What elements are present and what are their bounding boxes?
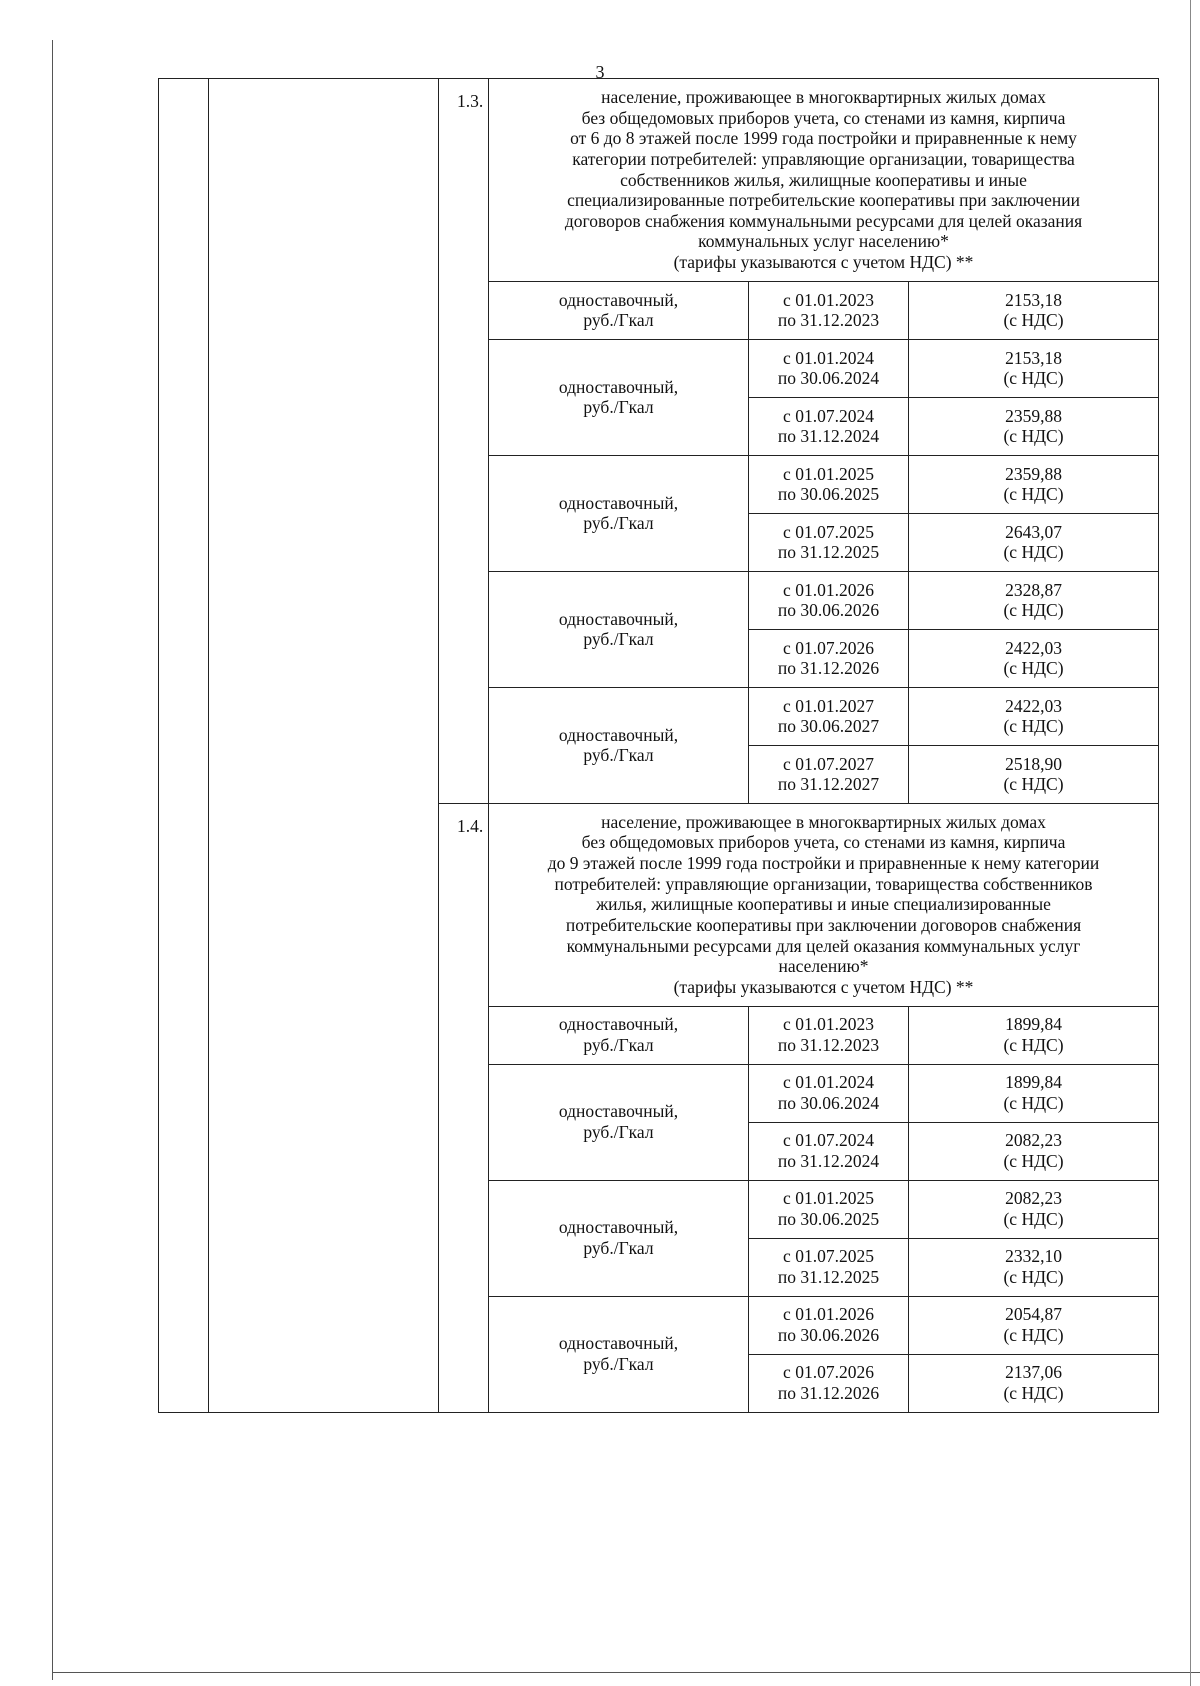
section-description: [489, 803, 1159, 1006]
tariff-value-cell: [909, 397, 1159, 455]
period-cell: [749, 455, 909, 513]
tariff-value-cell: [909, 745, 1159, 803]
rate-type-line: руб./Гкал: [583, 513, 654, 534]
period-line: по 30.06.2026: [777, 1325, 880, 1346]
description-line: жилья, жилищные кооперативы и иные специализированные: [596, 894, 1051, 915]
rate-type-line: руб./Гкал: [583, 1354, 654, 1375]
description-line: договоров снабжения коммунальными ресурсами для целей оказания: [564, 210, 1083, 231]
period-cell: [749, 629, 909, 687]
tariff-value-line: (с НДС): [1003, 1383, 1064, 1404]
tariff-value-cell: [909, 629, 1159, 687]
tariff-value-line: 1899,84: [1005, 1014, 1062, 1035]
description-line: население, проживающее в многоквартирных жилых домах: [601, 87, 1046, 107]
tariff-value-line: 2359,88: [1005, 463, 1062, 484]
tariff-value-line: 2518,90: [1005, 753, 1062, 774]
tariff-value-line: 2054,87: [1005, 1304, 1062, 1325]
period-line: по 31.12.2027: [777, 774, 880, 795]
rate-type-line: одноставочный,: [558, 289, 679, 310]
rate-type-line: одноставочный,: [558, 724, 679, 745]
period-line: по 31.12.2026: [777, 1383, 880, 1404]
tariff-value-line: (с НДС): [1003, 1325, 1064, 1346]
tariff-value-line: (с НДС): [1003, 542, 1064, 563]
description-line: потребительские кооперативы при заключении договоров снабжения: [565, 914, 1082, 935]
page-left-edge-line: [52, 40, 53, 1680]
period-line: с 01.07.2026: [783, 637, 874, 658]
rate-type-line: руб./Гкал: [583, 745, 654, 766]
tariff-value-line: (с НДС): [1003, 1093, 1064, 1114]
period-line: с 01.07.2026: [783, 1362, 874, 1383]
tariff-value-line: 2643,07: [1005, 521, 1062, 542]
page-number: 3: [595, 62, 605, 82]
rate-type-line: руб./Гкал: [583, 397, 654, 418]
rate-type-line: руб./Гкал: [583, 1122, 654, 1143]
rate-type-line: одноставочный,: [558, 1333, 679, 1354]
period-line: по 31.12.2025: [777, 542, 880, 563]
blank-column-a: [159, 79, 209, 1413]
period-line: с 01.01.2023: [783, 289, 874, 310]
blank-column-b: [209, 79, 439, 1413]
tariff-value-cell: [909, 571, 1159, 629]
period-line: с 01.01.2023: [783, 1014, 874, 1035]
page-right-edge-line: [1190, 0, 1191, 1686]
period-line: по 31.12.2024: [777, 426, 880, 447]
period-line: с 01.07.2024: [783, 1130, 874, 1151]
tariff-value-cell: [909, 1354, 1159, 1412]
rate-type-cell: [489, 571, 749, 687]
tariff-value-line: (с НДС): [1003, 774, 1064, 795]
tariff-value-line: 2422,03: [1005, 695, 1062, 716]
rate-type-cell: [489, 1296, 749, 1412]
tariff-value-line: 2153,18: [1005, 347, 1062, 368]
tariff-value-line: (с НДС): [1003, 1035, 1064, 1056]
rate-type-cell: [489, 1006, 749, 1064]
description-line: населению*: [778, 956, 869, 977]
tariff-value-cell: [909, 1064, 1159, 1122]
description-line: до 9 этажей после 1999 года постройки и приравненные к нему категории: [547, 853, 1100, 874]
description-line: коммунальными ресурсами для целей оказания коммунальных услуг: [566, 935, 1081, 956]
tariff-value-cell: [909, 1296, 1159, 1354]
section-description: [489, 79, 1159, 282]
period-line: по 30.06.2024: [777, 368, 880, 389]
tariff-value-line: (с НДС): [1003, 600, 1064, 621]
period-cell: [749, 1006, 909, 1064]
period-cell: [749, 1122, 909, 1180]
description-line: (тарифы указываются с учетом НДС) **: [673, 252, 974, 273]
rate-type-line: одноставочный,: [558, 608, 679, 629]
tariff-value-cell: [909, 339, 1159, 397]
tariff-value-cell: [909, 281, 1159, 339]
period-cell: [749, 339, 909, 397]
rate-type-line: руб./Гкал: [583, 629, 654, 650]
period-line: по 31.12.2023: [777, 310, 880, 331]
period-line: по 30.06.2025: [777, 484, 880, 505]
rate-type-line: одноставочный,: [558, 1217, 679, 1238]
period-line: с 01.07.2027: [783, 753, 874, 774]
period-line: по 30.06.2026: [777, 600, 880, 621]
tariff-value-cell: [909, 1238, 1159, 1296]
tariff-value-line: 2082,23: [1005, 1130, 1062, 1151]
period-cell: [749, 281, 909, 339]
description-line: население, проживающее в многоквартирных жилых домах: [601, 811, 1046, 832]
description-line: категории потребителей: управляющие организации, товарищества: [572, 148, 1075, 169]
description-line: без общедомовых приборов учета, со стенами из камня, кирпича: [581, 832, 1066, 853]
period-line: с 01.01.2025: [783, 1188, 874, 1209]
tariff-value-line: 2153,18: [1005, 289, 1062, 310]
description-line: собственников жилья, жилищные кооперативы и иные: [620, 169, 1027, 190]
tariff-value-line: 1899,84: [1005, 1072, 1062, 1093]
tariff-value-line: (с НДС): [1003, 1151, 1064, 1172]
tariff-value-line: (с НДС): [1003, 658, 1064, 679]
period-line: с 01.01.2026: [783, 1304, 874, 1325]
tariff-value-line: 2328,87: [1005, 579, 1062, 600]
rate-type-line: одноставочный,: [558, 1014, 679, 1035]
tariff-value-line: 2422,03: [1005, 637, 1062, 658]
period-line: по 30.06.2027: [777, 716, 880, 737]
rate-type-line: руб./Гкал: [583, 1238, 654, 1259]
period-cell: [749, 397, 909, 455]
description-line: коммунальных услуг населению*: [698, 231, 949, 252]
tariff-value-line: (с НДС): [1003, 310, 1064, 331]
tariff-value-line: (с НДС): [1003, 1267, 1064, 1288]
tariff-value-cell: [909, 1122, 1159, 1180]
tariff-value-line: (с НДС): [1003, 716, 1064, 737]
period-line: с 01.07.2025: [783, 521, 874, 542]
period-line: по 31.12.2025: [777, 1267, 880, 1288]
tariff-value-line: (с НДС): [1003, 368, 1064, 389]
description-line: без общедомовых приборов учета, со стенами из камня, кирпича: [581, 107, 1066, 128]
rate-type-line: руб./Гкал: [583, 310, 654, 331]
description-line: потребителей: управляющие организации, товарищества собственников: [554, 873, 1093, 894]
period-cell: [749, 687, 909, 745]
period-line: по 31.12.2024: [777, 1151, 880, 1172]
section-number: 1.3.: [439, 79, 489, 804]
rate-type-cell: [489, 1064, 749, 1180]
period-line: с 01.01.2025: [783, 463, 874, 484]
tariff-table: [158, 78, 1159, 1413]
period-line: по 31.12.2026: [777, 658, 880, 679]
tariff-value-line: (с НДС): [1003, 1209, 1064, 1230]
tariff-value-line: (с НДС): [1003, 426, 1064, 447]
period-line: с 01.01.2024: [783, 1072, 874, 1093]
tariff-value-line: 2359,88: [1005, 405, 1062, 426]
rate-type-cell: [489, 281, 749, 339]
tariff-value-cell: [909, 1180, 1159, 1238]
tariff-value-cell: [909, 455, 1159, 513]
period-line: с 01.01.2026: [783, 579, 874, 600]
period-line: с 01.01.2027: [783, 695, 874, 716]
period-line: с 01.07.2025: [783, 1246, 874, 1267]
period-cell: [749, 1238, 909, 1296]
period-cell: [749, 1296, 909, 1354]
period-line: с 01.07.2024: [783, 405, 874, 426]
tariff-value-cell: [909, 513, 1159, 571]
rate-type-cell: [489, 1180, 749, 1296]
section-number: 1.4.: [439, 803, 489, 1412]
rate-type-line: одноставочный,: [558, 1101, 679, 1122]
description-line: (тарифы указываются с учетом НДС) **: [673, 976, 974, 997]
rate-type-line: руб./Гкал: [583, 1035, 654, 1056]
tariff-value-cell: [909, 1006, 1159, 1064]
period-line: по 31.12.2023: [777, 1035, 880, 1056]
description-line: от 6 до 8 этажей после 1999 года постройки и приравненные к нему: [570, 128, 1077, 149]
period-line: по 30.06.2025: [777, 1209, 880, 1230]
period-cell: [749, 571, 909, 629]
period-cell: [749, 1354, 909, 1412]
tariff-value-line: 2082,23: [1005, 1188, 1062, 1209]
tariff-value-cell: [909, 687, 1159, 745]
tariff-value-line: 2137,06: [1005, 1362, 1062, 1383]
period-cell: [749, 745, 909, 803]
rate-type-cell: [489, 687, 749, 803]
period-line: по 30.06.2024: [777, 1093, 880, 1114]
section-header-row: [159, 79, 1159, 282]
rate-type-line: одноставочный,: [558, 492, 679, 513]
rate-type-cell: [489, 455, 749, 571]
tariff-value-line: (с НДС): [1003, 484, 1064, 505]
period-cell: [749, 1064, 909, 1122]
tariff-value-line: 2332,10: [1005, 1246, 1062, 1267]
description-line: специализированные потребительские кооперативы при заключении: [567, 190, 1080, 211]
period-cell: [749, 1180, 909, 1238]
rate-type-line: одноставочный,: [558, 376, 679, 397]
rate-type-cell: [489, 339, 749, 455]
page-bottom-edge-line: [52, 1672, 1200, 1673]
period-cell: [749, 513, 909, 571]
period-line: с 01.01.2024: [783, 347, 874, 368]
